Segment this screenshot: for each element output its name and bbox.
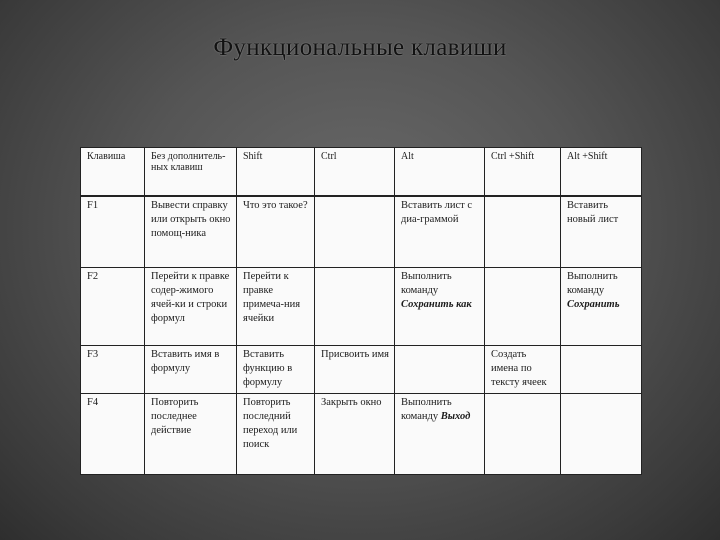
cell-ctrl: Закрыть окно [315, 394, 395, 475]
header-ctrl: Ctrl [315, 148, 395, 196]
cell-ctrl [315, 196, 395, 268]
cell-key: F3 [81, 346, 145, 394]
cell-key: F1 [81, 196, 145, 268]
cell-ctrl: Присвоить имя [315, 346, 395, 394]
slide-title: Функциональные клавиши [213, 34, 507, 61]
function-keys-table [80, 147, 641, 474]
cell-ctrl-shift: Создать имена по тексту ячеек [485, 346, 561, 394]
cell-key: F2 [81, 268, 145, 346]
cell-shift: Вставить функцию в формулу [237, 346, 315, 394]
header-shift: Shift [237, 148, 315, 196]
cell-ctrl [315, 268, 395, 346]
cell-ctrl-shift [485, 268, 561, 346]
table-row [81, 268, 642, 346]
cell-none: Повторить последнее действие [145, 394, 237, 475]
table-header-row [81, 148, 642, 196]
cell-none: Вывести справку или открыть окно помощ-ника [145, 196, 237, 268]
cell-ctrl-shift [485, 394, 561, 475]
cell-none: Вставить имя в формулу [145, 346, 237, 394]
header-alt-shift: Alt +Shift [561, 148, 642, 196]
cell-alt [395, 394, 485, 475]
cell-alt-command: Сохранить как [401, 299, 472, 310]
cell-shift: Что это такое? [237, 196, 315, 268]
cell-alt-shift [561, 346, 642, 394]
cell-alt-text: Выполнить команду [401, 397, 452, 422]
cell-none: Перейти к правке содер-жимого ячей-ки и строки формул [145, 268, 237, 346]
table-row [81, 394, 642, 475]
cell-alt-shift [561, 394, 642, 475]
header-ctrl-shift: Ctrl +Shift [485, 148, 561, 196]
table-row [81, 196, 642, 268]
header-alt: Alt [395, 148, 485, 196]
header-key: Клавиша [81, 148, 145, 196]
cell-alt-text: Выполнить команду [401, 271, 452, 296]
cell-ctrl-shift [485, 196, 561, 268]
cell-alt [395, 346, 485, 394]
cell-alt-shift [561, 268, 642, 346]
table-row [81, 346, 642, 394]
cell-shift: Повторить последний переход или поиск [237, 394, 315, 475]
cell-shift: Перейти к правке примеча-ния ячейки [237, 268, 315, 346]
header-none: Без дополнитель-ных клавиш [145, 148, 237, 196]
cell-alt-command: Выход [440, 411, 471, 422]
cell-key: F4 [81, 394, 145, 475]
cell-alt-shift-text: Выполнить команду [567, 271, 618, 296]
cell-alt-shift-command: Сохранить [567, 299, 620, 310]
cell-alt [395, 268, 485, 346]
cell-alt: Вставить лист с диа-граммой [395, 196, 485, 268]
cell-alt-shift: Вставить новый лист [561, 196, 642, 268]
